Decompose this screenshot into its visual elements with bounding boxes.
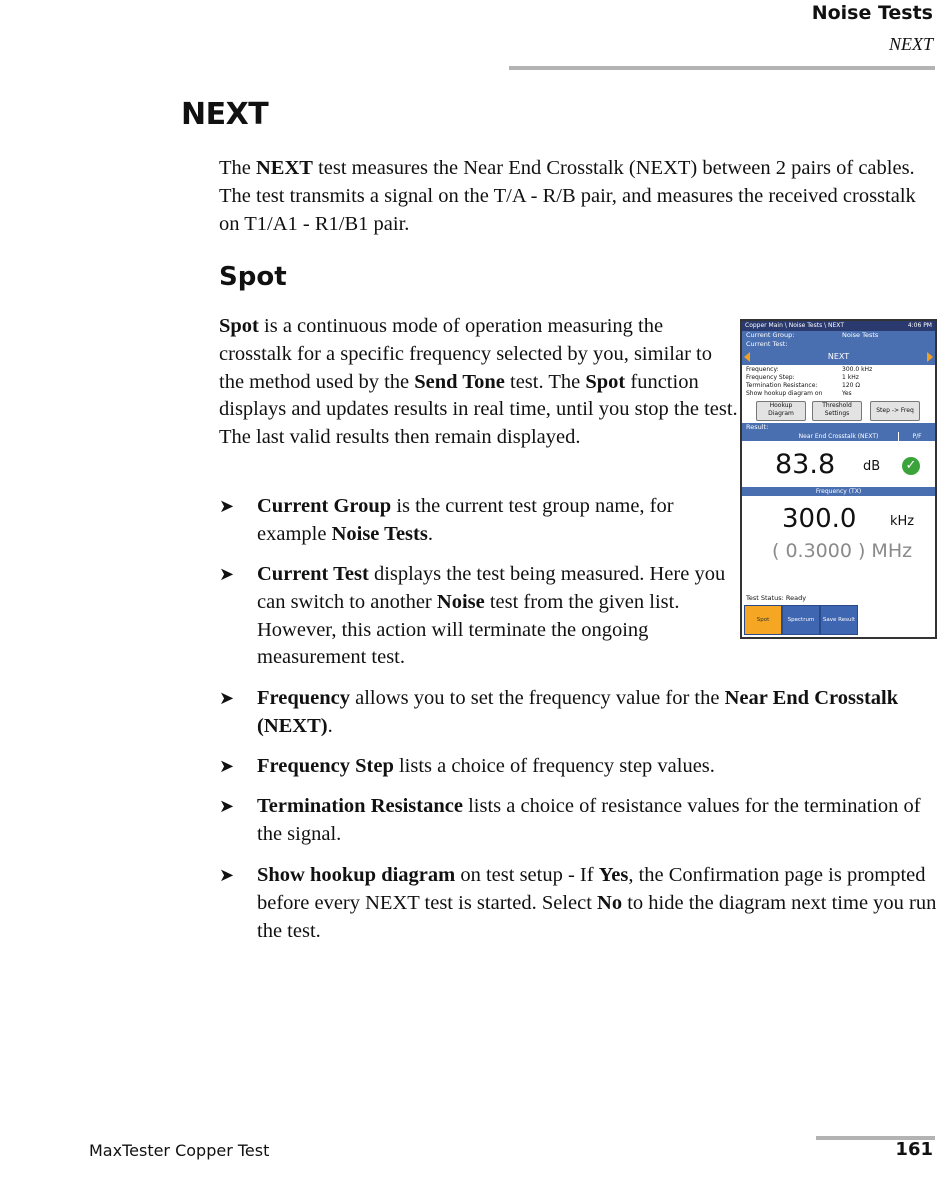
next-unit: dB xyxy=(863,459,881,474)
header-rule xyxy=(509,66,935,70)
current-group-row xyxy=(742,331,935,340)
bullet-text: Frequency allows you to set the frequency value for the Near End Crosstalk (NEXT). xyxy=(257,687,899,737)
termination-label: Termination Resistance: xyxy=(746,382,818,389)
next-result-panel xyxy=(742,441,935,487)
intro-paragraph: The NEXT test measures the Near End Crosstalk (NEXT) between 2 pairs of cables. The test transmits a signal on the T/A - R/B pair, and measures the received crosstalk on T1/A1 - R1/B1 pair. xyxy=(219,157,916,235)
hookup-label: Show hookup diagram on xyxy=(746,390,823,397)
page-title: NEXT xyxy=(181,97,269,132)
pass-check-icon: ✓ xyxy=(902,457,920,475)
device-screenshot xyxy=(740,319,937,639)
device-clock: 4:06 PM xyxy=(907,322,932,329)
test-status xyxy=(746,594,806,602)
bullet-arrow-icon: ➤ xyxy=(219,496,235,517)
next-value: 83.8 xyxy=(775,449,836,480)
previous-arrow-icon[interactable] xyxy=(744,352,750,362)
header-subsection-title: NEXT xyxy=(888,34,933,54)
device-titlebar xyxy=(742,321,935,331)
current-test-label: Current Test: xyxy=(746,340,788,348)
bullet-arrow-icon: ➤ xyxy=(219,564,235,585)
frequency-tx-label: Frequency (TX) xyxy=(815,488,862,495)
test-status-label: Test Status: xyxy=(746,594,784,602)
frequency-tx-header xyxy=(742,487,935,496)
termination-row[interactable] xyxy=(742,382,935,390)
parameters-list xyxy=(742,365,935,399)
bullet-arrow-icon: ➤ xyxy=(219,796,235,817)
tab-spectrum[interactable]: Spectrum xyxy=(782,605,820,635)
next-arrow-icon[interactable] xyxy=(927,352,933,362)
bullet-arrow-icon: ➤ xyxy=(219,865,235,886)
device-tabs xyxy=(742,605,935,635)
hookup-value: Yes xyxy=(842,390,852,397)
result-row xyxy=(742,423,935,432)
frequency-step-label: Frequency Step: xyxy=(746,374,795,381)
tab-spot[interactable]: Spot xyxy=(744,605,782,635)
frequency-mhz-value: ( 0.3000 ) MHz xyxy=(772,540,913,562)
current-test-value: NEXT xyxy=(827,352,850,361)
test-status-value: Ready xyxy=(785,594,807,602)
frequency-label: Frequency: xyxy=(746,366,779,373)
step-to-freq-button[interactable]: Step -> Freq xyxy=(870,401,920,421)
current-group-value: Noise Tests xyxy=(842,331,879,339)
bullet-text: Current Group is the current test group name, for example Noise Tests. xyxy=(257,495,674,545)
current-test-selector[interactable] xyxy=(742,349,935,365)
device-buttons xyxy=(742,399,935,423)
bullet-text: Frequency Step lists a choice of frequency step values. xyxy=(257,755,715,777)
frequency-tx-value: 300.0 xyxy=(782,504,857,534)
current-test-row xyxy=(742,340,935,349)
frequency-tx-unit: kHz xyxy=(890,514,915,529)
frequency-value: 300.0 kHz xyxy=(842,366,873,373)
frequency-step-row[interactable] xyxy=(742,374,935,382)
termination-value: 120 Ω xyxy=(842,382,860,389)
tab-save-result[interactable]: Save Result xyxy=(820,605,858,635)
pass-fail-header: P/F xyxy=(898,432,935,441)
bullet-text: Show hookup diagram on test setup - If Yes, the Confirmation page is prompted before every NEXT test is started. Select No to hide the diagram next time you run the test. xyxy=(257,864,937,942)
bullet-text: Current Test displays the test being measured. Here you can switch to another Noise test from the given list. However, this action will terminate the ongoing measurement test. xyxy=(257,563,726,669)
threshold-settings-button[interactable]: Threshold Settings xyxy=(812,401,862,421)
result-label: Result: xyxy=(746,423,769,431)
spot-paragraph: Spot is a continuous mode of operation measuring the crosstalk for a specific frequency selected by you, similar to the method used by the Send Tone test. The Spot function displays and updates results in real time, until you stop the test. The last valid results then remain displayed. xyxy=(219,315,738,449)
frequency-row[interactable] xyxy=(742,366,935,374)
frequency-result-panel xyxy=(742,496,935,566)
frequency-step-value: 1 kHz xyxy=(842,374,859,381)
bullet-text: Termination Resistance lists a choice of resistance values for the termination of the signal. xyxy=(257,795,921,845)
device-breadcrumb: Copper Main \ Noise Tests \ NEXT xyxy=(745,322,844,329)
hookup-diagram-button[interactable]: Hookup Diagram xyxy=(756,401,806,421)
next-result-header xyxy=(742,432,935,441)
page-number: 161 xyxy=(895,1139,933,1160)
header-section-title: Noise Tests xyxy=(811,2,933,24)
footer-product-name: MaxTester Copper Test xyxy=(89,1141,270,1160)
next-header-label: Near End Crosstalk (NEXT) xyxy=(798,433,879,440)
spot-heading: Spot xyxy=(219,262,287,292)
current-group-label: Current Group: xyxy=(746,331,795,339)
bullet-arrow-icon: ➤ xyxy=(219,688,235,709)
hookup-row[interactable] xyxy=(742,390,935,398)
bullet-arrow-icon: ➤ xyxy=(219,756,235,777)
